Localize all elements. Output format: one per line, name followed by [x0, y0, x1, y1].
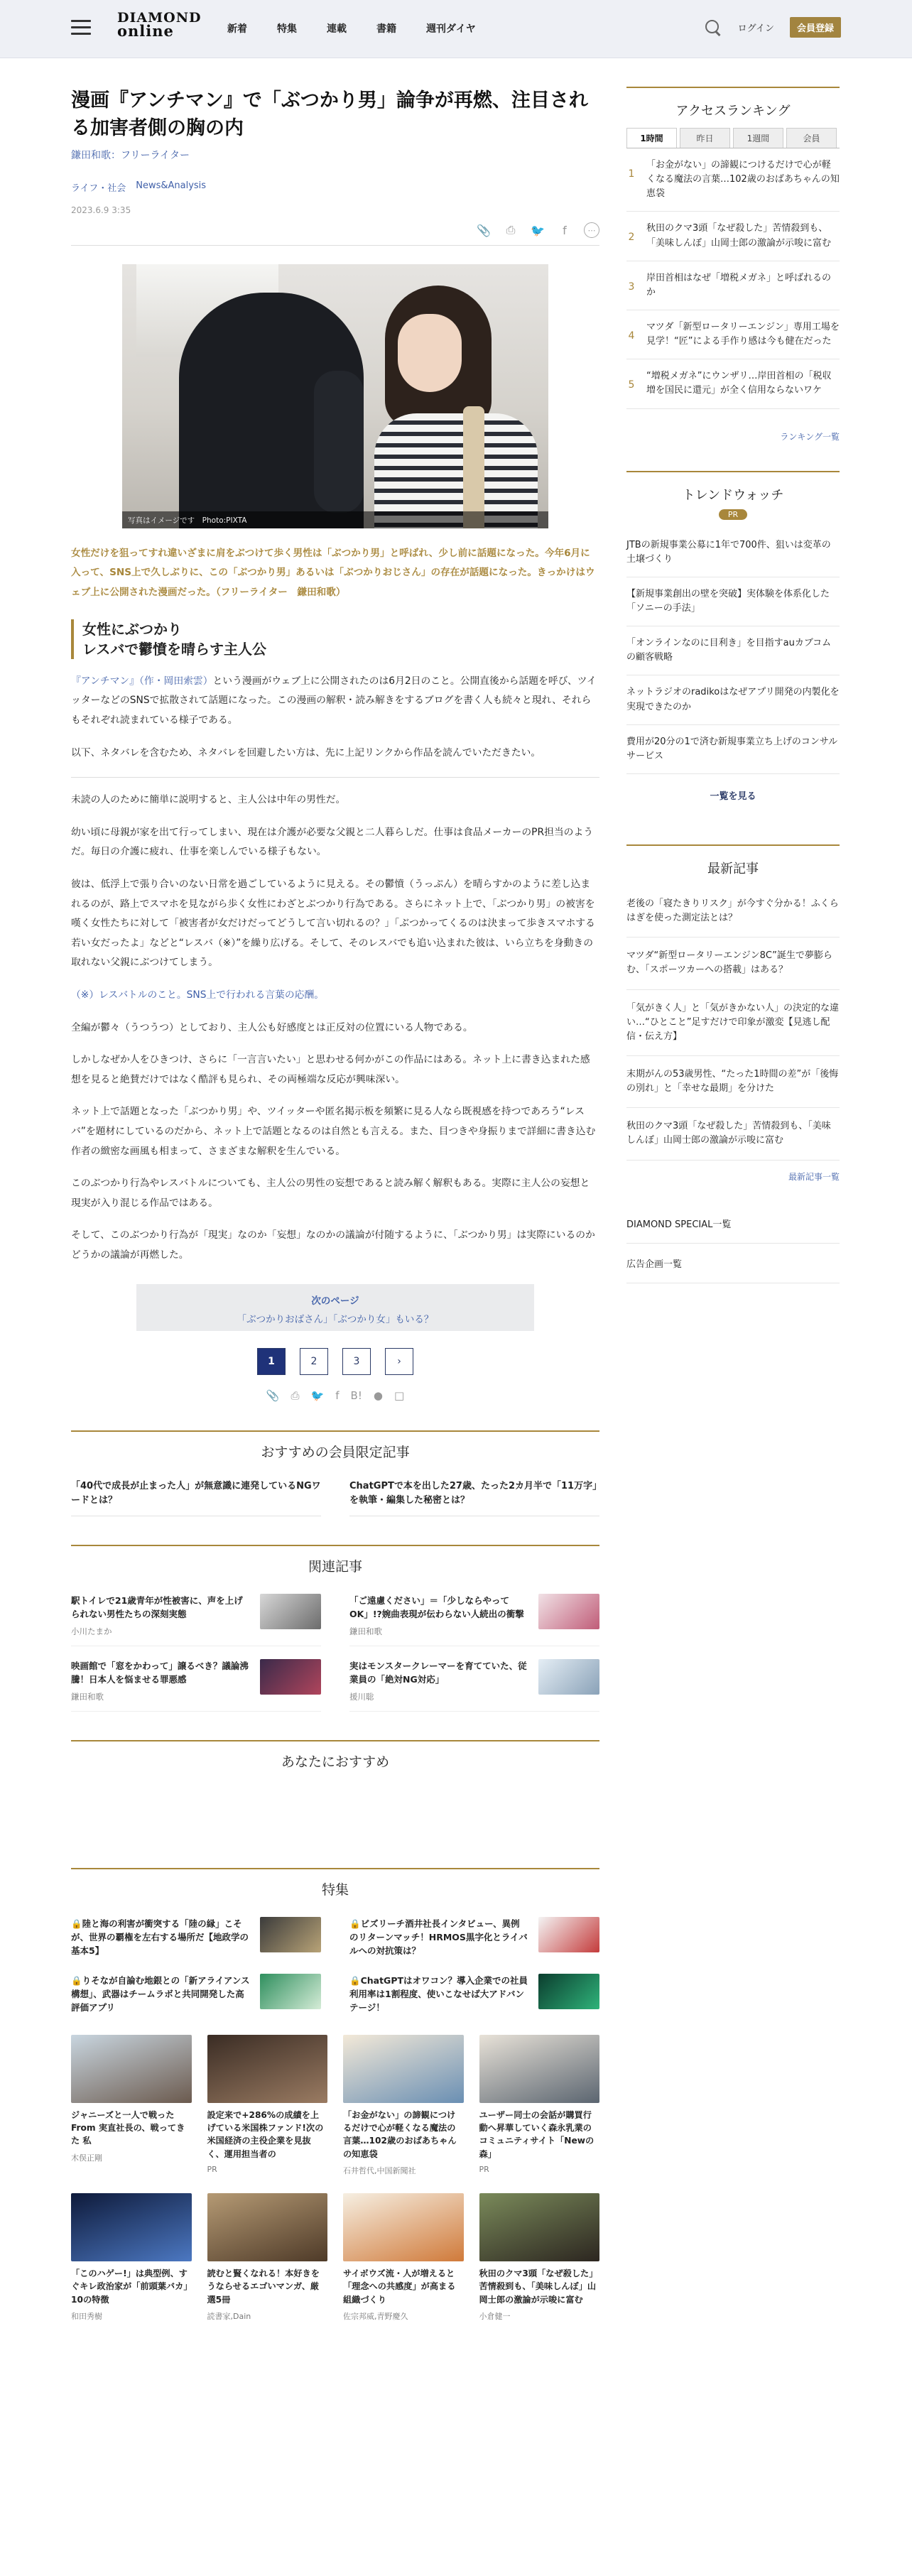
feature-headline: ビズリーチ酒井社長インタビュー、異例のリターンマッチ！HRMOS黒字化とライバルへの対抗策は？: [349, 1918, 528, 1957]
recommend-section: [71, 1740, 599, 1839]
facebook-icon[interactable]: f: [563, 223, 567, 237]
card-author: PR: [207, 2165, 217, 2175]
ranking-headline: 岸田首相はなぜ「増税メガネ」と呼ばれるのか: [646, 272, 832, 298]
ranking-headline: 秋田のクマ3頭「なぜ殺した」苦情殺到も、「美味しんぼ」山岡士郎の激論が示唆に富む: [646, 223, 832, 249]
feature-item[interactable]: [71, 1974, 321, 2015]
related-item[interactable]: [349, 1659, 599, 1712]
trend-item[interactable]: 【新規事業創出の壁を突破】実体験を体系化した「ソニーの手法」: [626, 577, 840, 626]
ranking-item[interactable]: [626, 212, 840, 261]
next-page-button[interactable]: ›: [385, 1348, 413, 1375]
feature-card[interactable]: [343, 2193, 464, 2322]
card-image: [479, 2035, 600, 2103]
recommend-title: あなたにおすすめ: [281, 1754, 390, 1770]
twitter-icon[interactable]: 🐦: [310, 1388, 325, 1402]
feature-thumbnail: [260, 1974, 321, 2009]
more-icon[interactable]: ⋯: [584, 222, 599, 238]
next-page-label: 次のページ: [311, 1295, 359, 1307]
trend-box: [626, 471, 840, 802]
menu-icon[interactable]: [71, 20, 91, 36]
facebook-icon[interactable]: f: [335, 1388, 340, 1402]
card-headline: 読むと賢くなれる！本好きをうならせるエゴいマンガ、厳選5冊: [207, 2268, 320, 2305]
ranking-headline: マツダ「新型ロータリーエンジン」専用工場を見学！“匠”による手作り感は今も健在だった: [646, 321, 840, 347]
related-author: 鎌田和歌: [71, 1691, 104, 1702]
card-image: [71, 2035, 192, 2103]
next-page-link[interactable]: [136, 1284, 534, 1331]
card-headline: サイボウズ流・人が増えると「理念への共感度」が高まる組織づくり: [343, 2268, 456, 2305]
related-thumbnail: [538, 1594, 599, 1629]
rank-number: 5: [628, 379, 635, 391]
print-icon[interactable]: ⎙: [291, 1388, 300, 1402]
latest-more-link[interactable]: 最新記事一覧: [788, 1171, 840, 1182]
paragraph-text: という漫画がウェブ上に公開されたのは6月2日のこと。公開直後から話題を呼び、ツイッターなどのSNSで拡散されて話題になった。この漫画の解釈・読み解きをするブログを書く人も続々と現れ、それらもそれぞれ読まれている様子である。: [71, 675, 597, 727]
ad-list-link[interactable]: 広告企画一覧: [626, 1244, 840, 1283]
card-image: [207, 2193, 328, 2261]
trend-item[interactable]: JTBの新規事業公募に1年で700件、狙いは変革の土壌づくり: [626, 528, 840, 577]
rank-number: 4: [628, 330, 635, 342]
ranking-item[interactable]: [626, 148, 840, 212]
page-3-button[interactable]: 3: [342, 1348, 371, 1375]
card-headline: 「このハゲー!」は典型例、すぐキレ政治家が「前頭葉バカ」10の特徴: [71, 2268, 188, 2305]
ranking-headline: 「お金がない」の諦観につけるだけで心が軽くなる魔法の言葉…102歳のおばあちゃんの知恵袋: [646, 160, 840, 200]
related-headline: 「ご遠慮ください」＝「少しならやってOK」!?婉曲表現が伝わらない人続出の衝撃: [349, 1595, 524, 1620]
next-page-title: 「ぶつかりおばさん」「ぶつかり女」もいる？: [237, 1313, 434, 1325]
latest-title: 最新記事: [707, 861, 759, 876]
rank-number: 3: [628, 281, 635, 293]
clip-icon[interactable]: 📎: [266, 1388, 280, 1402]
page-1-button[interactable]: 1: [257, 1348, 286, 1375]
feature-card[interactable]: [71, 2035, 192, 2176]
trend-title: トレンドウォッチ: [682, 487, 784, 503]
related-headline: 実はモンスタークレーマーを育てていた、従業員の「絶対NG対応」: [349, 1660, 527, 1685]
latest-item[interactable]: マツダ“新型ロータリーエンジン8C”誕生で夢膨らむ、「スポーツカーへの搭載」はある？: [626, 938, 840, 989]
related-author: 鎌田和歌: [349, 1626, 382, 1636]
related-thumbnail: [538, 1659, 599, 1695]
latest-item[interactable]: 老後の「寝たきりリスク」が今すぐ分かる！ふくらはぎを使った測定法とは？: [626, 886, 840, 938]
rank-number: 1: [628, 168, 635, 180]
ranking-tabs: [626, 128, 840, 148]
feature-card[interactable]: [479, 2193, 600, 2322]
feature-item[interactable]: [349, 1917, 599, 1958]
publish-date: 2023.6.9 3:35: [71, 205, 131, 216]
work-link[interactable]: 『アンチマン』（作・岡田索雲）: [71, 675, 213, 687]
feature-thumbnail: [538, 1917, 599, 1952]
member-article[interactable]: 「40代で成長が止まった人」が無意識に連発しているNGワードとは？: [71, 1479, 321, 1517]
feature-item[interactable]: [71, 1917, 321, 1958]
ranking-box: [626, 87, 840, 442]
feature-card[interactable]: [71, 2193, 192, 2322]
feature-card[interactable]: [343, 2035, 464, 2176]
latest-item[interactable]: 末期がんの53歳男性、“たった1時間の差”が「後悔の別れ」と「幸せな最期」を分けた: [626, 1056, 840, 1108]
feature-card[interactable]: [207, 2193, 328, 2322]
card-image: [71, 2193, 192, 2261]
related-title: 関連記事: [308, 1559, 362, 1575]
feature-item[interactable]: [349, 1974, 599, 2015]
card-author: PR: [479, 2165, 489, 2175]
card-headline: ジャニーズと一人で戦った From 実直社長の、戦ってきた 私: [71, 2109, 185, 2146]
section-heading: [71, 619, 599, 659]
register-button[interactable]: 会員登録: [790, 17, 841, 38]
lock-icon: 🔒: [349, 1974, 361, 1986]
feature-section: [71, 1868, 599, 2322]
photo-caption: 写真はイメージです Photo:PIXTA: [122, 511, 548, 528]
tab-member[interactable]: 会員: [786, 128, 837, 148]
related-thumbnail: [260, 1594, 321, 1629]
nav-books[interactable]: 書籍: [376, 23, 396, 35]
trend-more-link[interactable]: 一覧を見る: [710, 790, 756, 802]
line-icon[interactable]: ●: [373, 1388, 383, 1402]
article-photo: [122, 264, 548, 528]
related-author: 小川たまか: [71, 1626, 112, 1636]
ranking-more-link[interactable]: ランキング一覧: [780, 431, 840, 442]
article-title: 漫画『アンチマン』で「ぶつかり男」論争が再燃、注目される加害者側の胸の内: [71, 89, 588, 140]
hatena-icon[interactable]: B!: [350, 1388, 362, 1402]
related-articles: [71, 1545, 599, 1712]
paragraph: 以下、ネタバレを含むため、ネタバレを回避したい方は、先に上記リンクから作品を読んでいただきたい。: [71, 746, 541, 759]
feature-title: 特集: [321, 1881, 349, 1898]
card-headline: ユーザー同士の会話が購買行動へ昇華していく森永乳業のコミュニティサイト「Newの森」: [479, 2109, 595, 2159]
diamond-special-link[interactable]: DIAMOND SPECIAL一覧: [626, 1204, 840, 1244]
related-headline: 映画館で「窓をかわって」譲るべき？議論沸騰！日本人を悩ませる罪悪感: [71, 1660, 249, 1685]
latest-box: [626, 844, 840, 1183]
logo-line1: DIAMOND: [117, 10, 202, 26]
nav-series[interactable]: 連載: [327, 23, 347, 35]
paragraph: 彼は、低浮上で張り合いのない日常を過ごしているように見える。その鬱憤（うっぷん）を晴らすかのように差し込まれるのが、路上でスマホを見ながら歩く女性にわざとぶつかり行為である。さらにネット上で、「ぶつかり男」の被害を嘆く女性たちに対して「被害者が女だけだってどうして言い切れるの？」「ぶつかってくるのは決まって歩きスマホする若い女だったよ」などと“レスバ（※）”を繰り広げる。そして、そのレスバでも追い込まれた彼は、いら立ちを身動きの取れない父親にぶつけてしまう。: [71, 879, 595, 969]
login-link[interactable]: ログイン: [737, 23, 774, 34]
article-column: [71, 58, 599, 2322]
feature-headline: 陸と海の利害が衝突する「陸の縁」こそが、世界の覇権を左右する場所だ【地政学の基本5】: [71, 1918, 249, 1957]
author-link[interactable]: 鎌田和歌：フリーライター: [71, 150, 190, 162]
ranking-title: アクセスランキング: [675, 104, 791, 119]
feature-card[interactable]: [479, 2035, 600, 2176]
member-articles: [71, 1430, 599, 1517]
category-news[interactable]: News&Analysis: [136, 180, 207, 192]
paragraph: [71, 672, 599, 731]
related-item[interactable]: [349, 1594, 599, 1646]
category-list: [71, 180, 599, 194]
related-headline: 駅トイレで21歳青年が性被害に、声を上げられない男性たちの深刻実態: [71, 1595, 243, 1620]
article-lead: 女性だけを狙ってすれ違いざまに肩をぶつけて歩く男性は「ぶつかり男」と呼ばれ、少し前に話題になった。今年6月に入って、SNS上で久しぶりに、この「ぶつかり男」あるいは「ぶつかりおじさん」の存在が話題になった。きっかけはウェブ上に公開された漫画だった。（フリーライター 鎌田和歌）: [71, 548, 595, 598]
feature-thumbnail: [260, 1917, 321, 1952]
member-article[interactable]: ChatGPTで本を出した27歳、たった2カ月半で「11万字」を執筆・編集した秘密とは？: [349, 1479, 599, 1517]
search-icon[interactable]: [704, 18, 722, 37]
trend-item[interactable]: 費用が20分の1で済む新規事業立ち上げのコンサルサービス: [626, 725, 840, 774]
related-thumbnail: [260, 1659, 321, 1695]
nav-feature[interactable]: 特集: [277, 23, 297, 35]
site-logo[interactable]: [117, 11, 202, 38]
share-bar: [71, 222, 599, 246]
logo-line2: online: [117, 22, 174, 40]
footnote: （※）レスバトルのこと。SNS上で行われる言葉の応酬。: [71, 989, 325, 1001]
related-author: 援川聡: [349, 1691, 374, 1702]
bookmark-icon[interactable]: □: [393, 1388, 405, 1402]
paragraph: 幼い頃に母親が家を出て行ってしまい、現在は介護が必要な父親と二人暮らしだ。仕事は食品メーカーのPR担当のようだ。毎日の介護に疲れ、仕事を楽しんでいる様子もない。: [71, 826, 594, 858]
trend-item[interactable]: ネットラジオのradikoはなぜアプリ開発の内製化を実現できたのか: [626, 675, 840, 724]
card-author: 佐宗邦威,青野慶久: [343, 2311, 408, 2321]
section-heading-line2: レスバで鬱憤を晴らす主人公: [82, 640, 266, 658]
clip-icon[interactable]: 📎: [477, 223, 491, 237]
card-headline: 設定来で+286%の成績を上げている米国株ファンド!次の米国経済の主役企業を見抜く、運用担当者の: [207, 2109, 324, 2159]
ranking-headline: “増税メガネ”にウンザリ…岸田首相の「税収増を国民に還元」が全く信用ならないワケ: [646, 371, 832, 396]
ranking-item[interactable]: [626, 261, 840, 310]
sidebar: [626, 58, 840, 1283]
print-icon[interactable]: ⎙: [506, 223, 516, 237]
pr-badge: PR: [719, 509, 747, 520]
tab-yesterday[interactable]: 昨日: [680, 128, 730, 148]
lock-icon: 🔒: [71, 1918, 82, 1929]
card-headline: 「お金がない」の諦観につけるだけで心が軽くなる魔法の言葉…102歳のおばあちゃんの知恵袋: [343, 2109, 457, 2159]
paragraph: しかしなぜか人をひきつけ、さらに「一言言いたい」と思わせる何かがこの作品にはある。ネット上に書き込まれた感想を見ると絶賛だけではなく酷評も見られ、その両極端な反応が興味深い。: [71, 1054, 590, 1085]
card-author: 読書家,Dain: [207, 2311, 251, 2321]
feature-thumbnail: [538, 1974, 599, 2009]
page-2-button[interactable]: 2: [300, 1348, 328, 1375]
rank-number: 2: [628, 232, 635, 244]
latest-item[interactable]: 「気がきく人」と「気がきかない人」の決定的な違い…“ひとこと”足すだけで印象が激変【見逃し配信・伝え方】: [626, 990, 840, 1056]
trend-item[interactable]: 「オンラインなのに目利き」を目指すauカブコムの顧客戦略: [626, 626, 840, 675]
paragraph: このぶつかり行為やレスバトルについても、主人公の男性の妄想であると読み解く解釈もある。実際に主人公の妄想と現実が入り混じる作品ではある。: [71, 1178, 590, 1209]
pagination: [71, 1348, 599, 1375]
twitter-icon[interactable]: 🐦: [531, 223, 545, 237]
section-heading-line1: 女性にぶつかり: [82, 620, 182, 638]
category-life[interactable]: ライフ・社会: [71, 183, 126, 195]
ranking-item[interactable]: [626, 359, 840, 408]
card-author: 木俣正剛: [71, 2153, 102, 2163]
lock-icon: 🔒: [349, 1918, 361, 1929]
card-image: [343, 2193, 464, 2261]
member-articles-title: おすすめの会員限定記事: [261, 1444, 410, 1460]
related-item[interactable]: [71, 1659, 321, 1712]
share-bar-bottom: [71, 1389, 599, 1402]
card-image: [479, 2193, 600, 2261]
nav-new[interactable]: 新着: [227, 23, 247, 35]
main-nav: [227, 21, 476, 36]
feature-card[interactable]: [207, 2035, 328, 2176]
ranking-item[interactable]: [626, 310, 840, 359]
divider: [71, 777, 599, 778]
feature-headline: ChatGPTはオワコン？導入企業での社員利用率は1割程度、使いこなせば大アドバンテージ！: [349, 1974, 528, 2013]
feature-headline: りそなが自論む地銀との「新アライアンス構想」、武器はチームラボと共同開発した高評価アプリ: [71, 1974, 250, 2013]
card-image: [207, 2035, 328, 2103]
latest-item[interactable]: 秋田のクマ3頭「なぜ殺した」苦情殺到も、「美味しんぼ」山岡士郎の激論が示唆に富む: [626, 1108, 840, 1160]
lock-icon: 🔒: [71, 1974, 82, 1986]
related-item[interactable]: [71, 1594, 321, 1646]
site-header: [0, 0, 912, 58]
tab-1week[interactable]: 1週間: [733, 128, 783, 148]
card-headline: 秋田のクマ3頭「なぜ殺した」苦情殺到も、「美味しんぼ」山岡士郎の激論が示唆に富む: [479, 2268, 598, 2305]
paragraph: 未読の人のために簡単に説明すると、主人公は中年の男性だ。: [71, 794, 346, 806]
paragraph: 全編が鬱々（うつうつ）としており、主人公も好感度とは正反対の位置にいる人物である。: [71, 1021, 473, 1033]
header-actions: [704, 17, 841, 38]
card-author: 小倉健一: [479, 2311, 511, 2321]
nav-weekly[interactable]: 週刊ダイヤ: [426, 23, 476, 35]
card-author: 石井哲代,中国新聞社: [343, 2166, 416, 2176]
tab-1hour[interactable]: 1時間: [626, 128, 677, 148]
card-image: [343, 2035, 464, 2103]
paragraph: ネット上で話題となった「ぶつかり男」や、ツイッターや匿名掲示板を頻繁に見る人なら既視感を持つであろう“レスバ”を題材にしているのだから、ネット上で話題となるのは自然とも言える。また、目つきや身振りまで詳細に書き込む作者の緻密な画風も相まって、さまざまな解釈を生んでいる。: [71, 1106, 596, 1157]
paragraph: そして、このぶつかり行為が「現実」なのか「妄想」なのかの議論が付随するように、「ぶつかり男」は実際にいるのかどうかの議論が再燃した。: [71, 1229, 595, 1261]
card-author: 和田秀樹: [71, 2311, 102, 2321]
